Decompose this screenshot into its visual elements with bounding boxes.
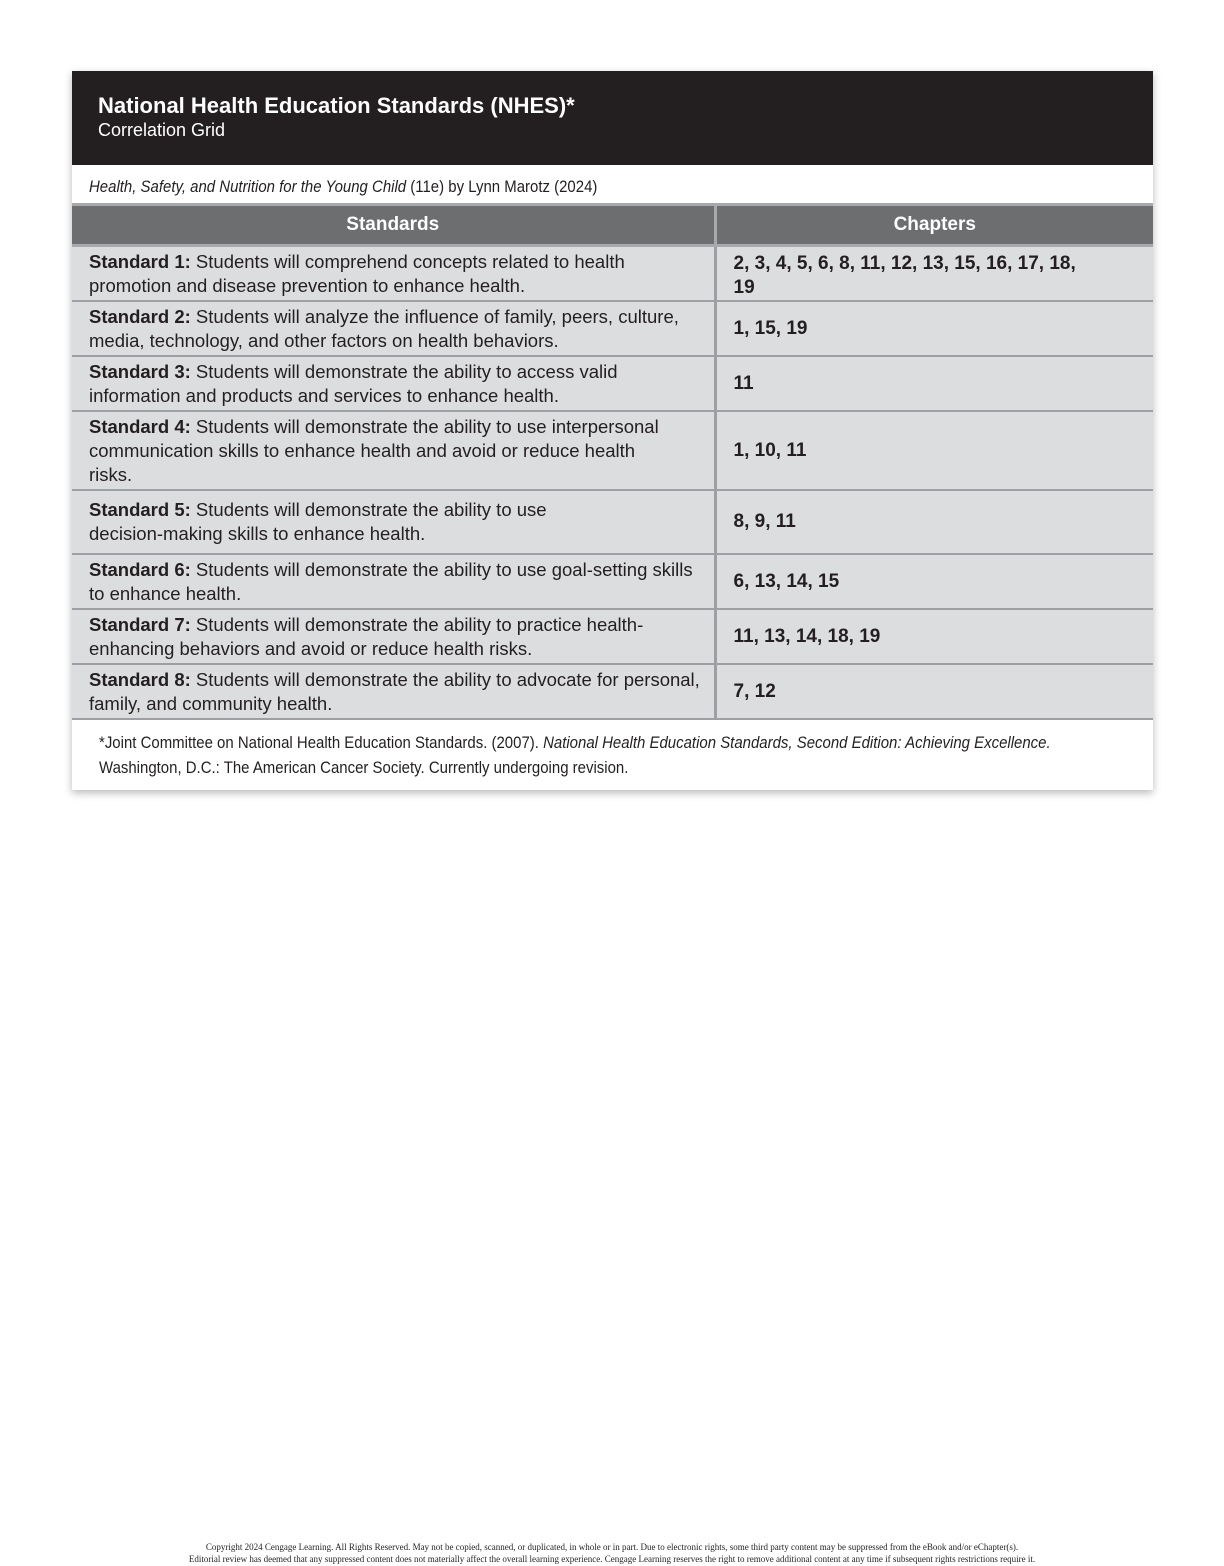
chapters-cell: 7, 12 — [715, 664, 1153, 719]
standard-cell — [72, 301, 715, 356]
table-row — [72, 554, 1153, 609]
table-row — [72, 246, 1153, 302]
standard-text: Students will demonstrate the ability to use interpersonal communication skills to enhance health and avoid or reduce health risks. — [89, 415, 659, 485]
standard-text: Students will comprehend concepts related to health promotion and disease prevention to enhance health. — [89, 250, 625, 296]
grid-header — [72, 71, 1153, 165]
footnote-title: National Health Education Standards, Second Edition: Achieving Excellence. — [543, 733, 1051, 752]
chapters-cell: 1, 15, 19 — [715, 301, 1153, 356]
page-title: National Health Education Standards (NHES)* — [98, 93, 575, 118]
standard-text: Students will demonstrate the ability to advocate for personal, family, and community health. — [89, 668, 700, 714]
standard-text: Students will demonstrate the ability to use goal-setting skills to enhance health. — [89, 558, 693, 604]
footnote-suffix: Washington, D.C.: The American Cancer Society. Currently undergoing revision. — [99, 758, 629, 777]
standard-text: Students will demonstrate the ability to access valid information and products and services to enhance health. — [89, 360, 618, 406]
table-row — [72, 490, 1153, 554]
standard-cell — [72, 554, 715, 609]
table-row — [72, 609, 1153, 664]
book-details: (11e) by Lynn Marotz (2024) — [406, 177, 598, 196]
correlation-grid-card — [72, 71, 1153, 790]
chapters-cell: 11, 13, 14, 18, 19 — [715, 609, 1153, 664]
page-subtitle: Correlation Grid — [98, 120, 226, 140]
standard-label: Standard 6: — [89, 558, 191, 580]
column-header-standards: Standards — [72, 205, 715, 246]
table-row — [72, 411, 1153, 490]
standard-text: Students will analyze the influence of family, peers, culture, media, technology, and other factors on health behaviors. — [89, 305, 679, 351]
table-row — [72, 356, 1153, 411]
chapters-cell: 2, 3, 4, 5, 6, 8, 11, 12, 13, 15, 16, 17, 18, 19 — [715, 246, 1153, 302]
footnote — [72, 720, 1153, 790]
copyright-line-1: Copyright 2024 Cengage Learning. All Rights Reserved. May not be copied, scanned, or duplicated, in whole or in part. Due to electronic rights, some third party content may be suppressed from the eBook and/or eChapter(s). — [205, 1542, 1019, 1552]
standard-label: Standard 7: — [89, 613, 191, 635]
table-row — [72, 664, 1153, 719]
chapters-cell: 6, 13, 14, 15 — [715, 554, 1153, 609]
standard-text: Students will demonstrate the ability to practice health-enhancing behaviors and avoid or reduce health risks. — [89, 613, 644, 659]
standard-label: Standard 8: — [89, 668, 191, 690]
chapters-cell: 8, 9, 11 — [715, 490, 1153, 554]
chapters-cell: 11 — [715, 356, 1153, 411]
standard-cell — [72, 490, 715, 554]
standard-cell — [72, 356, 715, 411]
table-row — [72, 301, 1153, 356]
copyright-line-2: Editorial review has deemed that any suppressed content does not materially affect the overall learning experience. Cengage Learning reserves the right to remove additional content at any time if subsequent rights restrictions require it. — [188, 1554, 1036, 1564]
standard-cell — [72, 246, 715, 302]
standard-text: Students will demonstrate the ability to use decision-making skills to enhance health. — [89, 499, 547, 544]
column-header-chapters: Chapters — [715, 205, 1153, 246]
standard-label: Standard 5: — [89, 499, 191, 520]
standard-cell — [72, 664, 715, 719]
standard-label: Standard 3: — [89, 360, 191, 382]
copyright-notice — [0, 1541, 1224, 1565]
book-reference — [72, 165, 1153, 203]
table-header-row — [72, 205, 1153, 246]
standard-label: Standard 1: — [89, 250, 191, 272]
standard-label: Standard 4: — [89, 415, 191, 437]
standard-label: Standard 2: — [89, 305, 191, 327]
standard-cell — [72, 609, 715, 664]
standard-cell — [72, 411, 715, 490]
standards-table — [72, 203, 1153, 720]
footnote-prefix: *Joint Committee on National Health Education Standards. (2007). — [99, 733, 544, 752]
book-title: Health, Safety, and Nutrition for the Young Child — [89, 177, 407, 196]
chapters-cell: 1, 10, 11 — [715, 411, 1153, 490]
